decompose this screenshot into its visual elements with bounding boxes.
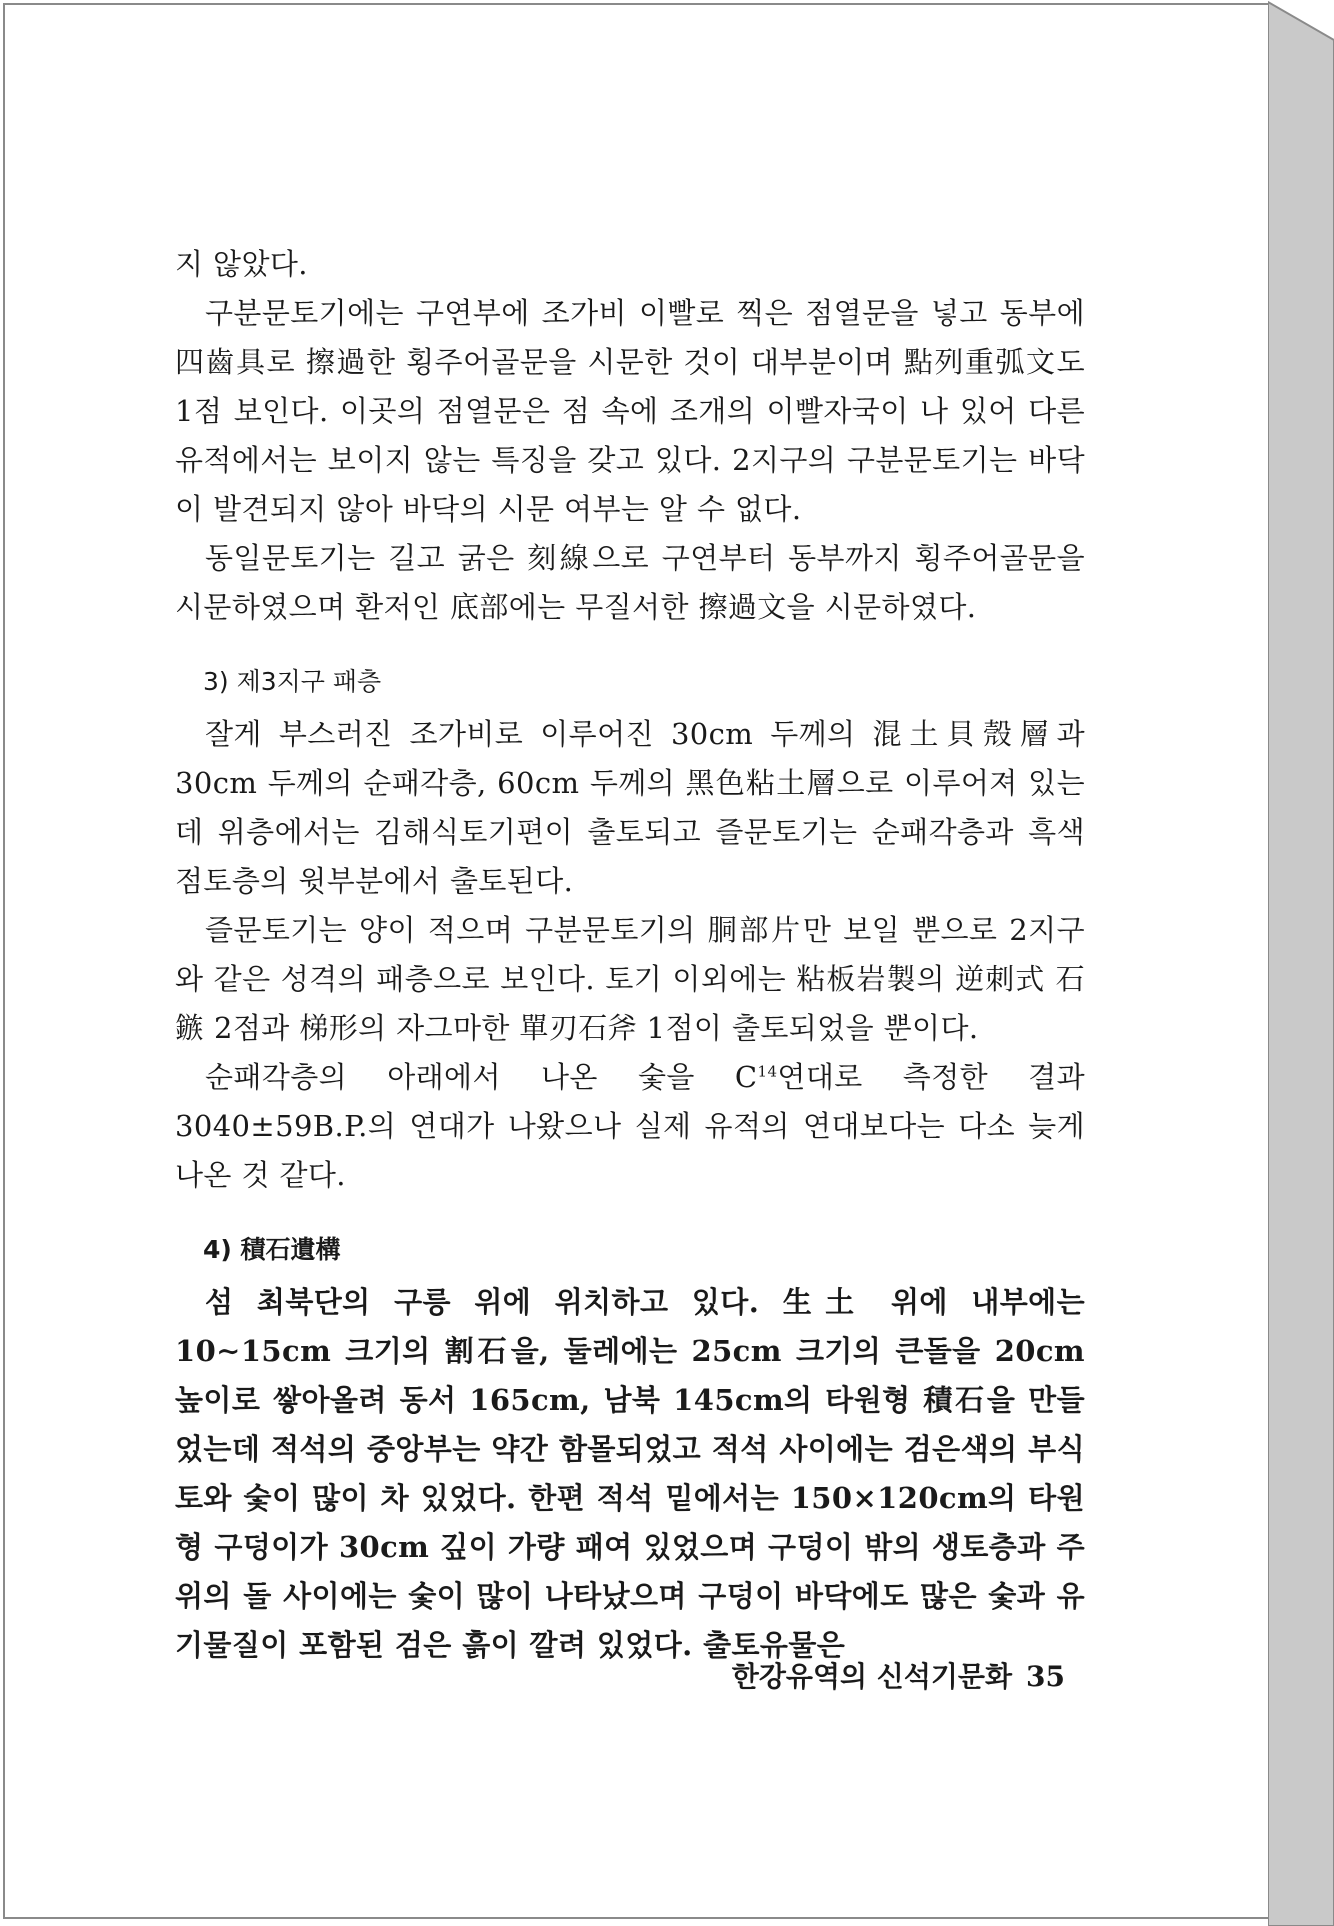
paragraph-carbon-dating xyxy=(175,1053,1085,1200)
running-title: 한강유역의 신석기문화 xyxy=(731,1660,1013,1693)
page-number: 35 xyxy=(1026,1660,1065,1693)
paragraph-continuation: 지 않았다. xyxy=(175,247,308,281)
carbon-dating-text-pre: 순패각층의 아래에서 나온 숯을 C xyxy=(205,1060,758,1094)
section-heading-stone-structure: 4) 積石遺構 xyxy=(203,1235,341,1264)
page-edge xyxy=(1268,0,1334,1926)
paragraph-gubunmun-pottery: 구분문토기에는 구연부에 조가비 이빨로 찍은 점열문을 넣고 동부에 四齒具로 擦過한 횡주어골문을 시문한 것이 대부분이며 點列重弧文도 1점 보인다. 이곳의 점열문은 점 속에 조개의 이빨자국이 나 있어 다른 유적에서는 보이지 않는 특징을 갖고 있다. 2지구의 구분문토기는 바닥이 발견되지 않아 바닥의 시문 여부는 알 수 없다. xyxy=(175,296,1085,526)
paragraph-dongilmun-pottery: 동일문토기는 길고 굵은 刻線으로 구연부터 동부까지 횡주어골문을 시문하였으며 환저인 底部에는 무질서한 擦過文을 시문하였다. xyxy=(175,541,1085,624)
page-content xyxy=(175,240,1085,1670)
section-heading-shell-layer: 3) 제3지구 패층 xyxy=(203,667,382,696)
paragraph-shell-layer-artifacts: 즐문토기는 양이 적으며 구분문토기의 胴部片만 보일 뿐으로 2지구와 같은 성격의 패층으로 보인다. 토기 이외에는 粘板岩製의 逆刺式 石鏃 2점과 梯形의 자그마한 單刃石斧 1점이 출토되었을 뿐이다. xyxy=(175,913,1085,1045)
carbon-dating-text-post: 연대로 측정한 결과 3040±59B.P.의 연대가 나왔으나 실제 유적의 연대보다는 다소 늦게 나온 것 같다. xyxy=(175,1060,1085,1192)
carbon-isotope-superscript: 14 xyxy=(757,1062,778,1081)
page-footer xyxy=(720,1655,1065,1695)
paragraph-stone-structure: 섬 최북단의 구릉 위에 위치하고 있다. 生土 위에 내부에는 10∼15cm 크기의 割石을, 둘레에는 25cm 크기의 큰돌을 20cm 높이로 쌓아올려 동서 165cm, 남북 145cm의 타원형 積石을 만들었는데 적석의 중앙부는 약간 함몰되었고 적석 사이에는 검은색의 부식토와 숯이 많이 차 있었다. 한편 적석 밑에서는 150×120cm의 타원형 구덩이가 30cm 깊이 가량 패여 있었으며 구덩이 밖의 생토층과 주위의 돌 사이에는 숯이 많이 나타났으며 구덩이 바닥에도 많은 숯과 유기물질이 포함된 검은 흙이 깔려 있었다. 출토유물은 xyxy=(175,1285,1085,1662)
paragraph-shell-layer-composition: 잘게 부스러진 조가비로 이루어진 30cm 두께의 混土貝殼層과 30cm 두께의 순패각층, 60cm 두께의 黑色粘土層으로 이루어져 있는데 위층에서는 김해식토기편이 출토되고 즐문토기는 순패각층과 흑색점토층의 윗부분에서 출토된다. xyxy=(175,717,1085,898)
